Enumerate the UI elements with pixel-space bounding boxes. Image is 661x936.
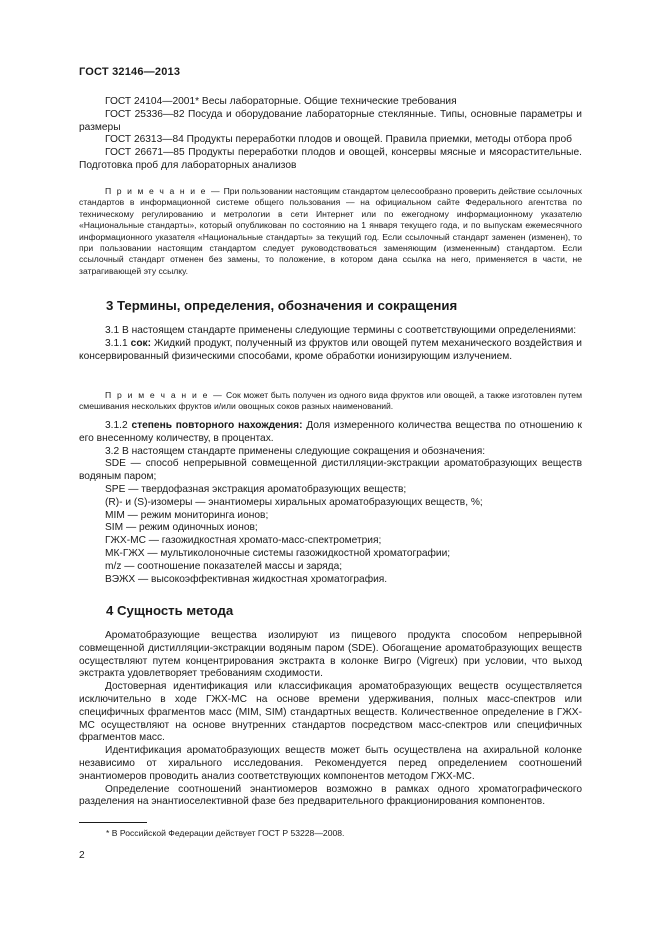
page-number: 2: [79, 850, 85, 861]
abbrev-item: SPE — твердофазная экстракция ароматобразующих веществ;: [105, 483, 407, 495]
section-4-body: [79, 630, 582, 809]
document-header: ГОСТ 32146—2013: [79, 66, 181, 78]
term-definition: [79, 420, 582, 446]
paragraph: 3.2 В настоящем стандарте применены следующие сокращения и обозначения:: [105, 445, 486, 457]
note-label: П р и м е ч а н и е —: [105, 186, 222, 196]
abbrev-item: (R)- и (S)-изомеры — энантиомеры хиральных ароматобразующих веществ, %;: [105, 496, 483, 508]
term-text: Доля измеренного количества вещества по отношению к его внесенному количеству, в процентах.: [79, 420, 582, 444]
footnote: * В Российской Федерации действует ГОСТ Р 53228—2008.: [106, 828, 345, 838]
abbrev-item: MIM — режим мониторинга ионов;: [105, 509, 269, 521]
section-3-title: 3 Термины, определения, обозначения и сокращения: [106, 298, 458, 313]
term-name: сок:: [130, 337, 152, 349]
term-number: 3.1.1: [105, 337, 128, 349]
note-label: П р и м е ч а н и е —: [105, 390, 224, 400]
section-3-body-cont: [79, 420, 582, 586]
note-text: При пользовании настоящим стандартом целесообразно проверить действие ссылочных стандартов в информационной системе общего пользования — на официальном сайте Федерального агентства по техническому регулированию и метрологии в сети Интернет или по ежегодному информационному указателю «Национальные стандарты», который опубликован по состоянию на 1 января текущего года, и по выпускам ежемесячного информационного указателя «Национальные стандарты» за текущий год. Если ссылочный стандарт заменен (изменен), то при пользовании настоящим стандартом следует руководствоваться заменяющим (измененным) стандартом. Если ссылочный стандарт отменен без замены, то положение, в котором дана ссылка на него, применяется в части, не затрагивающей эту ссылку.: [79, 186, 583, 276]
paragraph: Ароматобразующие вещества изолируют из пищевого продукта способом непрерывной совмещенной дистилляции-экстракции водяным паром (SDE). Обогащение ароматобразующих веществ осуществляют путем концентрирования экстракта в колонке Вигро (Vigreux) при условии, что выход экстракта удовлетворяет требованиям сходимости.: [79, 630, 582, 680]
reference-item: ГОСТ 24104—2001* Весы лабораторные. Общие технические требования: [105, 96, 457, 107]
section-4-title: 4 Сущность метода: [106, 603, 234, 618]
abbrev-item: SIM — режим одиночных ионов;: [105, 522, 258, 534]
reference-item: ГОСТ 26313—84 Продукты переработки плодов и овощей. Правила приемки, методы отбора проб: [105, 134, 572, 146]
term-text: Жидкий продукт, полученный из фруктов или овощей путем механического воздействия и консервированный физическими способами, кроме обработки ионизирующим излучением.: [79, 337, 582, 362]
abbrev-item: ГЖХ-МС — газожидкостная хромато-масс-спектрометрия;: [105, 535, 382, 547]
note-references: [79, 186, 582, 277]
abbrev-item: m/z — соотношение показателей массы и заряда;: [105, 560, 343, 572]
reference-item: ГОСТ 26671—85 Продукты переработки плодов и овощей, консервы мясные и мясорастительные. Подготовка проб для лабораторных анализов: [79, 147, 582, 171]
term-number: 3.1.2: [105, 420, 128, 431]
term-name: степень повторного нахождения:: [131, 420, 303, 431]
paragraph: 3.1 В настоящем стандарте применены следующие термины с соответствующими определениями:: [105, 325, 577, 336]
paragraph: Достоверная идентификация или классификация ароматобразующих веществ осуществляется исключительно в ходе ГЖХ-МС на основе времени удерживания, полных масс-спектров или специфичных фрагментов масс (MIM, SIM) стандартных веществ. Количественное определение в ГЖХ-МС осуществляют на основе внутренних стандартов посредством масс-спектров или специфичных фрагментов масс.: [79, 681, 582, 744]
note-text: Сок может быть получен из одного вида фруктов или овощей, а также изготовлен путем смешивания нескольких фруктов и/или овощных соков разных наименований.: [79, 390, 582, 412]
abbrev-item: SDE — способ непрерывной совмещенной дистилляции-экстракции ароматобразующих веществ водяным паром;: [79, 458, 582, 483]
term-definition: [79, 338, 582, 364]
footnote-separator: [79, 822, 147, 823]
reference-item: ГОСТ 25336—82 Посуда и оборудование лабораторные стеклянные. Типы, основные параметры и размеры: [79, 108, 582, 133]
paragraph: Определение соотношений энантиомеров возможно в рамках одного хроматографического разделения на энантиоселективной фазе без предварительного фракционирования компонентов.: [79, 783, 582, 808]
note-term: [79, 390, 582, 413]
abbrev-item: ВЭЖХ — высокоэффективная жидкостная хроматография.: [105, 573, 388, 585]
abbrev-item: МК-ГЖХ — мультиколоночные системы газожидкостной хроматографии;: [105, 547, 451, 559]
normative-references: [79, 96, 582, 173]
paragraph: Идентификация ароматобразующих веществ может быть осуществлена на ахиральной колонке независимо от хирального исследования. Рекомендуется перед определением соотношений энантиомеров проводить анализ соответствующих компонентов методом ГЖХ-МС.: [79, 745, 582, 782]
section-3-body: [79, 325, 582, 363]
